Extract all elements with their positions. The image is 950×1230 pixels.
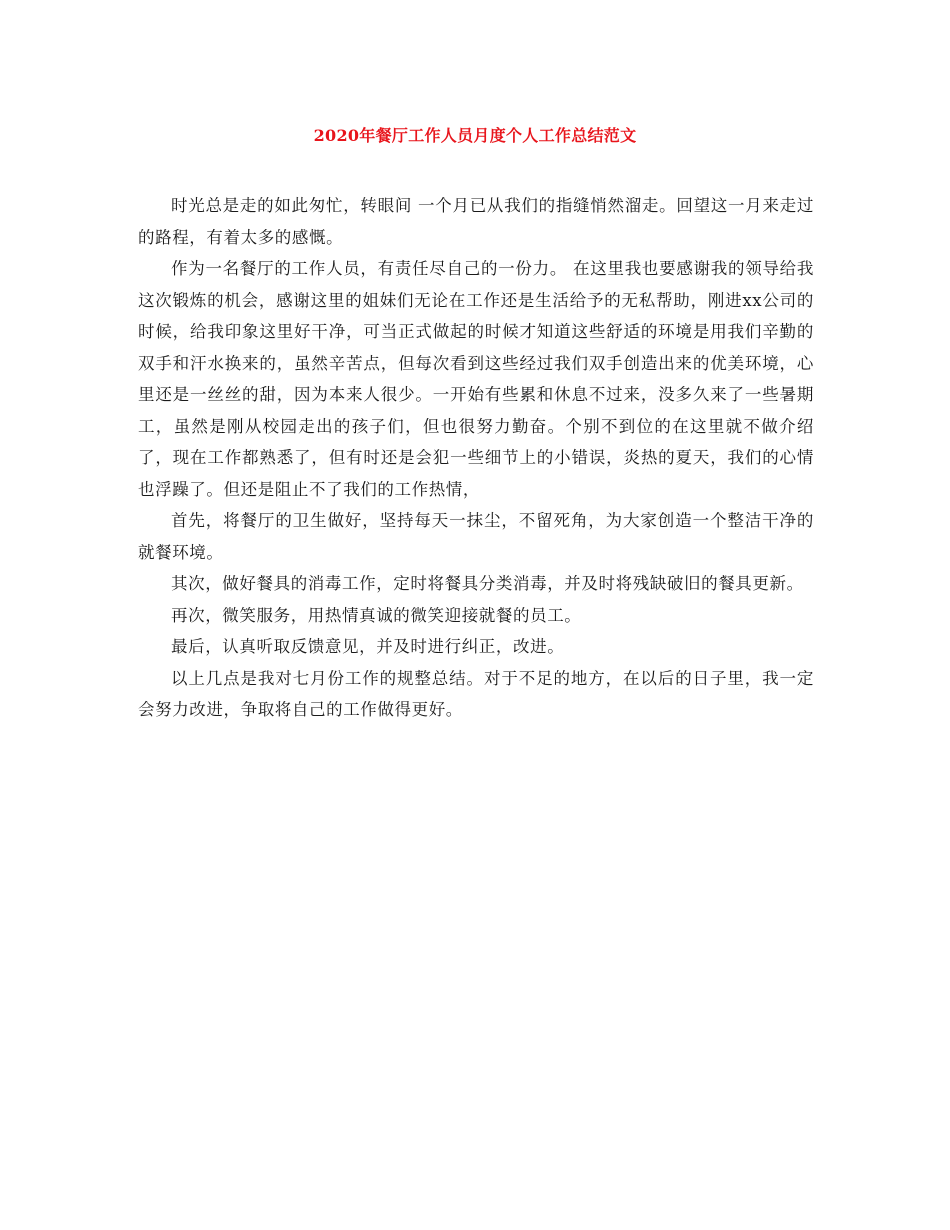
- paragraph-intro: 时光总是走的如此匆忙，转眼间 一个月已从我们的指缝悄然溜走。回望这一月来走过的路程，有着太多的感慨。: [138, 196, 814, 247]
- paragraph-last-point: 最后，认真听取反馈意见，并及时进行纠正，改进。: [171, 637, 565, 656]
- paragraph-main: 作为一名餐厅的工作人员，有责任尽自己的一份力。 在这里我也要感谢我的领导给我这次锻炼的机会，感谢这里的姐妹们无论在工作还是生活给予的无私帮助，刚进xx公司的时候，给我印象这里好干净，可当正式做起的时候才知道这些舒适的环境是用我们辛勤的双手和汗水换来的，虽然辛苦点，但每次看到这些经过我们双手创造出来的优美环境，心里还是一丝丝的甜，因为本来人很少。一开始有些累和休息不过来，没多久来了一些暑期工，虽然是刚从校园走出的孩子们，但也很努力勤奋。个别不到位的在这里就不做介绍了，现在工作都熟悉了，但有时还是会犯一些细节上的小错误，炎热的夏天，我们的心情也浮躁了。但还是阻止不了我们的工作热情，: [138, 259, 814, 499]
- document-title: 2020年餐厅工作人员月度个人工作总结范文: [313, 126, 637, 145]
- document-body: [138, 190, 814, 726]
- paragraph-third-point: 再次，微笑服务，用热情真诚的微笑迎接就餐的员工。: [171, 605, 582, 625]
- paragraph-first-point: 首先，将餐厅的卫生做好，坚持每天一抹尘，不留死角，为大家创造一个整洁干净的就餐环境。: [138, 511, 814, 562]
- paragraph-conclusion: 以上几点是我对七月份工作的规整总结。对于不足的地方，在以后的日子里，我一定会努力改进，争取将自己的工作做得更好。: [138, 668, 814, 719]
- paragraph-second-point: 其次，做好餐具的消毒工作，定时将餐具分类消毒，并及时将残缺破旧的餐具更新。: [171, 574, 804, 593]
